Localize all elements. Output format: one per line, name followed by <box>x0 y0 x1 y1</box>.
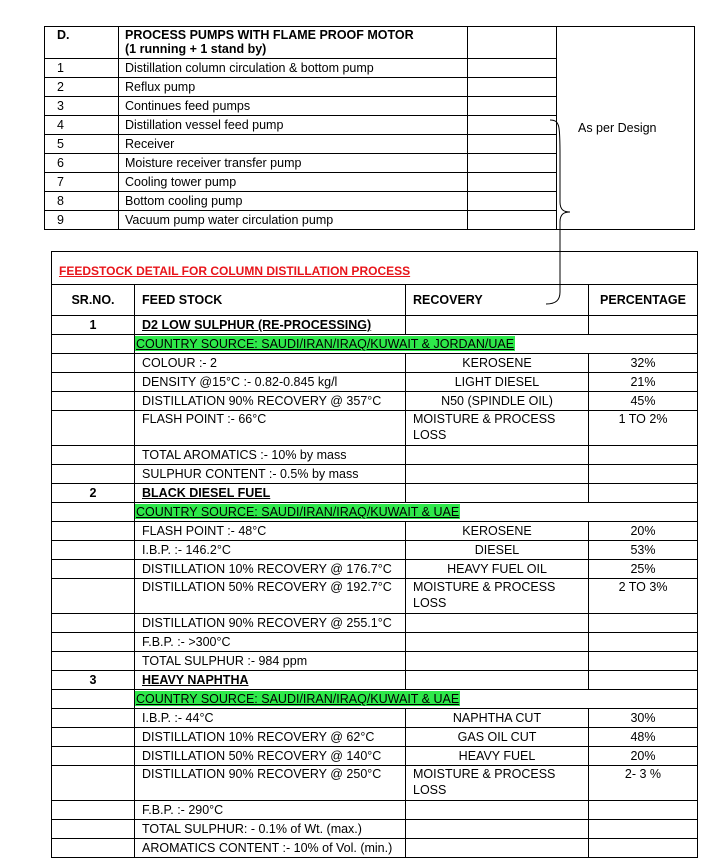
country-blank <box>52 690 135 709</box>
table-row <box>52 392 697 411</box>
recovery-cell <box>406 614 589 633</box>
country-source: COUNTRY SOURCE: SAUDI/IRAN/IRAQ/KUWAIT & UAE <box>136 692 460 706</box>
row-blank <box>52 820 135 839</box>
property-cell: FLASH POINT :- 48°C <box>135 522 406 541</box>
stock-sr-no: 3 <box>52 671 135 690</box>
table-row <box>52 446 697 465</box>
percentage-cell <box>589 820 698 839</box>
property-cell: DENSITY @15°C :- 0.82-0.845 kg/l <box>135 373 406 392</box>
recovery-cell: KEROSENE <box>406 354 589 373</box>
pump-name: Bottom cooling pump <box>119 192 468 211</box>
table-row <box>52 354 697 373</box>
row-blank <box>52 560 135 579</box>
pump-name: Distillation column circulation & bottom pump <box>119 59 468 78</box>
property-cell: DISTILLATION 90% RECOVERY @ 250°C <box>135 766 406 801</box>
row-blank <box>52 652 135 671</box>
pump-no: 8 <box>45 192 119 211</box>
property-cell: COLOUR :- 2 <box>135 354 406 373</box>
feedstock-name-row <box>52 316 697 335</box>
property-cell: DISTILLATION 90% RECOVERY @ 357°C <box>135 392 406 411</box>
header-sr-no: SR.NO. <box>52 285 135 316</box>
row-blank <box>52 579 135 614</box>
pump-no: 9 <box>45 211 119 230</box>
table-row <box>52 465 697 484</box>
pump-name: Moisture receiver transfer pump <box>119 154 468 173</box>
table-row <box>52 373 697 392</box>
pump-name: Continues feed pumps <box>119 97 468 116</box>
stock-blank <box>589 671 698 690</box>
country-blank <box>52 335 135 354</box>
property-cell: DISTILLATION 10% RECOVERY @ 176.7°C <box>135 560 406 579</box>
recovery-cell <box>406 652 589 671</box>
table-row <box>52 766 697 801</box>
feedstock-table <box>52 285 697 857</box>
recovery-cell: MOISTURE & PROCESS LOSS <box>406 766 589 801</box>
recovery-cell: NAPHTHA CUT <box>406 709 589 728</box>
percentage-cell: 20% <box>589 522 698 541</box>
recovery-cell <box>406 446 589 465</box>
row-blank <box>52 766 135 801</box>
row-blank <box>52 709 135 728</box>
property-cell: F.B.P. :- 290°C <box>135 801 406 820</box>
feedstock-header-row <box>52 285 697 316</box>
table-row <box>52 411 697 446</box>
row-blank <box>52 614 135 633</box>
header-recovery: RECOVERY <box>406 285 589 316</box>
pumps-title-line1: PROCESS PUMPS WITH FLAME PROOF MOTOR <box>125 28 414 42</box>
pump-name: Cooling tower pump <box>119 173 468 192</box>
table-row <box>52 709 697 728</box>
percentage-cell: 25% <box>589 560 698 579</box>
recovery-cell <box>406 820 589 839</box>
stock-name-cell <box>135 484 406 503</box>
stock-blank <box>406 484 589 503</box>
recovery-cell <box>406 839 589 858</box>
recovery-cell: LIGHT DIESEL <box>406 373 589 392</box>
pump-no: 4 <box>45 116 119 135</box>
pump-blank <box>468 59 557 78</box>
percentage-cell: 45% <box>589 392 698 411</box>
pump-no: 2 <box>45 78 119 97</box>
row-blank <box>52 801 135 820</box>
percentage-cell <box>589 446 698 465</box>
pump-blank <box>468 78 557 97</box>
property-cell: I.B.P. :- 44°C <box>135 709 406 728</box>
feedstock-name-row <box>52 484 697 503</box>
country-source-row <box>52 503 697 522</box>
percentage-cell <box>589 614 698 633</box>
percentage-cell: 21% <box>589 373 698 392</box>
property-cell: FLASH POINT :- 66°C <box>135 411 406 446</box>
row-blank <box>52 728 135 747</box>
percentage-cell: 53% <box>589 541 698 560</box>
country-source: COUNTRY SOURCE: SAUDI/IRAN/IRAQ/KUWAIT & UAE <box>136 505 460 519</box>
percentage-cell: 20% <box>589 747 698 766</box>
percentage-cell: 2 TO 3% <box>589 579 698 614</box>
country-source-cell <box>135 690 698 709</box>
property-cell: I.B.P. :- 146.2°C <box>135 541 406 560</box>
pump-name: Distillation vessel feed pump <box>119 116 468 135</box>
recovery-cell: N50 (SPINDLE OIL) <box>406 392 589 411</box>
pump-no: 3 <box>45 97 119 116</box>
row-blank <box>52 541 135 560</box>
table-row <box>52 652 697 671</box>
country-source: COUNTRY SOURCE: SAUDI/IRAN/IRAQ/KUWAIT & JORDAN/UAE <box>136 337 515 351</box>
recovery-cell: HEAVY FUEL <box>406 747 589 766</box>
percentage-cell: 1 TO 2% <box>589 411 698 446</box>
recovery-cell: GAS OIL CUT <box>406 728 589 747</box>
pumps-section-title <box>119 27 468 59</box>
stock-sr-no: 1 <box>52 316 135 335</box>
pumps-title-line2: (1 running + 1 stand by) <box>125 42 267 56</box>
property-cell: DISTILLATION 90% RECOVERY @ 255.1°C <box>135 614 406 633</box>
recovery-cell <box>406 465 589 484</box>
recovery-cell <box>406 801 589 820</box>
header-feed-stock: FEED STOCK <box>135 285 406 316</box>
table-row <box>52 633 697 652</box>
row-blank <box>52 354 135 373</box>
table-row <box>52 614 697 633</box>
recovery-cell: MOISTURE & PROCESS LOSS <box>406 579 589 614</box>
country-source-cell <box>135 335 698 354</box>
section-letter: D. <box>45 27 119 59</box>
table-row <box>52 579 697 614</box>
property-cell: AROMATICS CONTENT :- 10% of Vol. (min.) <box>135 839 406 858</box>
recovery-cell: KEROSENE <box>406 522 589 541</box>
property-cell: DISTILLATION 50% RECOVERY @ 192.7°C <box>135 579 406 614</box>
country-source-row <box>52 335 697 354</box>
row-blank <box>52 633 135 652</box>
stock-name: D2 LOW SULPHUR (RE-PROCESSING) <box>142 318 372 332</box>
pumps-header-row <box>45 27 695 59</box>
property-cell: TOTAL SULPHUR :- 984 ppm <box>135 652 406 671</box>
percentage-cell: 2- 3 % <box>589 766 698 801</box>
recovery-cell: MOISTURE & PROCESS LOSS <box>406 411 589 446</box>
percentage-cell <box>589 465 698 484</box>
row-blank <box>52 522 135 541</box>
stock-blank <box>589 484 698 503</box>
stock-name: BLACK DIESEL FUEL <box>142 486 271 500</box>
row-blank <box>52 465 135 484</box>
pump-name: Receiver <box>119 135 468 154</box>
percentage-cell: 32% <box>589 354 698 373</box>
stock-blank <box>406 316 589 335</box>
recovery-cell: HEAVY FUEL OIL <box>406 560 589 579</box>
pump-no: 6 <box>45 154 119 173</box>
property-cell: DISTILLATION 50% RECOVERY @ 140°C <box>135 747 406 766</box>
row-blank <box>52 392 135 411</box>
table-row <box>52 541 697 560</box>
row-blank <box>52 747 135 766</box>
as-per-design-remark: As per Design <box>578 121 657 135</box>
recovery-cell <box>406 633 589 652</box>
property-cell: DISTILLATION 10% RECOVERY @ 62°C <box>135 728 406 747</box>
table-row <box>52 801 697 820</box>
pumps-blank-cell <box>468 27 557 59</box>
pump-name: Vacuum pump water circulation pump <box>119 211 468 230</box>
stock-sr-no: 2 <box>52 484 135 503</box>
header-percentage: PERCENTAGE <box>589 285 698 316</box>
country-source-cell <box>135 503 698 522</box>
stock-name: HEAVY NAPHTHA <box>142 673 249 687</box>
table-row <box>52 560 697 579</box>
pump-no: 7 <box>45 173 119 192</box>
stock-blank <box>589 316 698 335</box>
stock-name-cell <box>135 316 406 335</box>
percentage-cell <box>589 839 698 858</box>
pump-name: Reflux pump <box>119 78 468 97</box>
table-row <box>52 522 697 541</box>
row-blank <box>52 446 135 465</box>
percentage-cell <box>589 801 698 820</box>
stock-name-cell <box>135 671 406 690</box>
property-cell: TOTAL SULPHUR: - 0.1% of Wt. (max.) <box>135 820 406 839</box>
feedstock-title-bar <box>52 252 697 285</box>
row-blank <box>52 411 135 446</box>
row-blank <box>52 839 135 858</box>
percentage-cell <box>589 652 698 671</box>
country-source-row <box>52 690 697 709</box>
property-cell: F.B.P. :- >300°C <box>135 633 406 652</box>
table-row <box>52 728 697 747</box>
percentage-cell <box>589 633 698 652</box>
percentage-cell: 30% <box>589 709 698 728</box>
table-row <box>52 747 697 766</box>
country-blank <box>52 503 135 522</box>
feedstock-name-row <box>52 671 697 690</box>
row-blank <box>52 373 135 392</box>
table-row <box>52 839 697 858</box>
pump-no: 1 <box>45 59 119 78</box>
pump-blank <box>468 97 557 116</box>
feedstock-table-frame <box>51 251 698 858</box>
recovery-cell: DIESEL <box>406 541 589 560</box>
feedstock-title: FEEDSTOCK DETAIL FOR COLUMN DISTILLATION PROCESS <box>59 264 411 278</box>
stock-blank <box>406 671 589 690</box>
feedstock-table-body <box>52 285 697 857</box>
property-cell: SULPHUR CONTENT :- 0.5% by mass <box>135 465 406 484</box>
property-cell: TOTAL AROMATICS :- 10% by mass <box>135 446 406 465</box>
percentage-cell: 48% <box>589 728 698 747</box>
table-row <box>52 820 697 839</box>
pump-no: 5 <box>45 135 119 154</box>
